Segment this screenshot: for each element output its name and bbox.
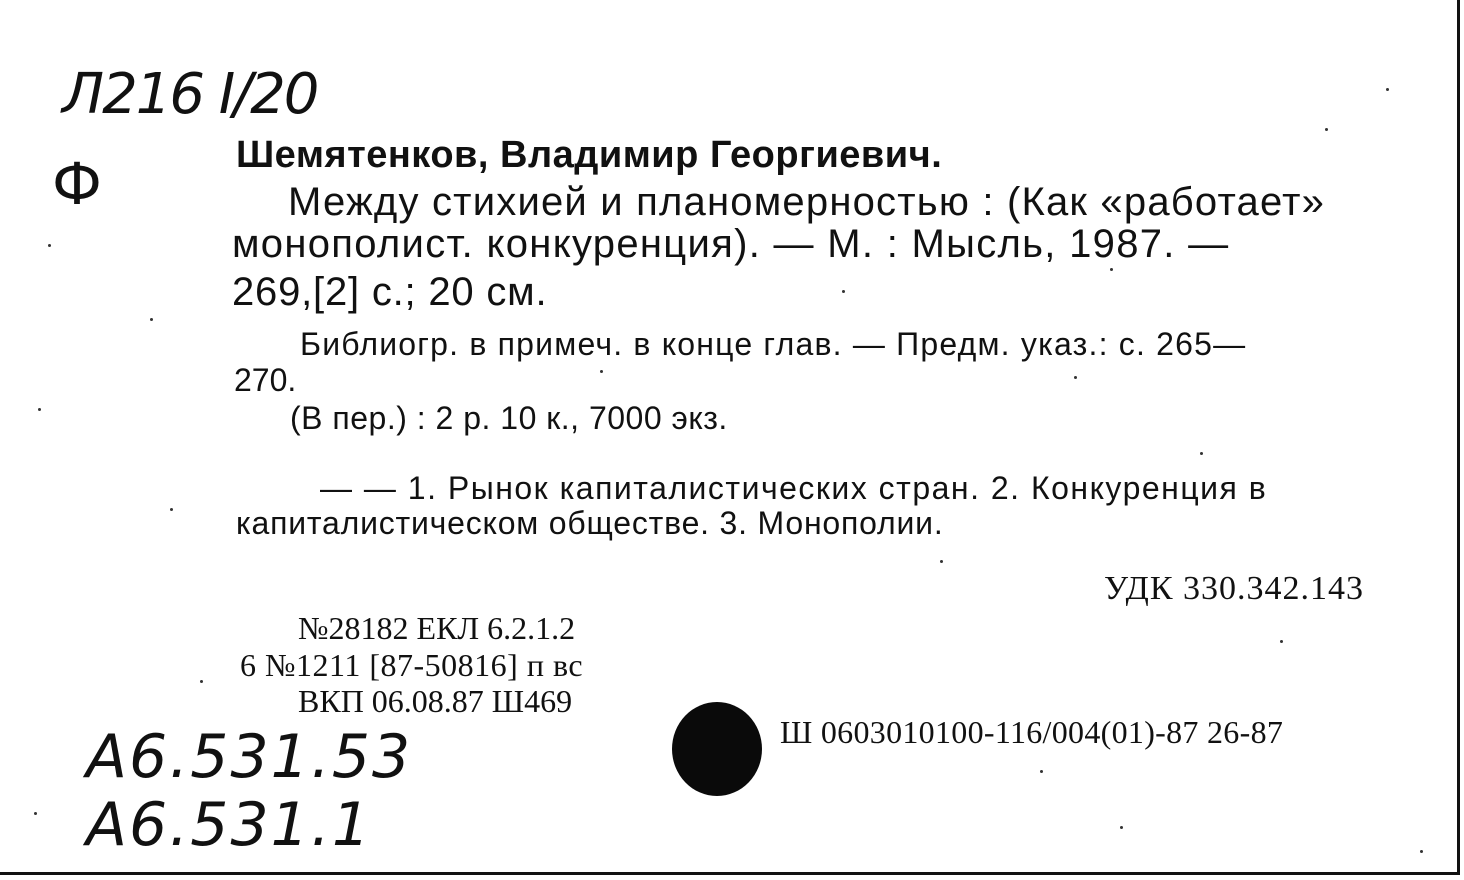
speckle: [1120, 826, 1123, 829]
title-line-2: монополист. конкуренция). — М. : Мысль, 1987. —: [232, 222, 1230, 266]
handwritten-mark: Ф: [52, 150, 102, 218]
handwritten-shelf-mark-1: А6.531.53: [86, 722, 413, 792]
notes-line-1: Библиогр. в примеч. в конце глав. — Предм. указ.: с. 265—: [300, 326, 1247, 362]
title-line-1: Между стихией и планомерностью : (Как «работает»: [288, 180, 1326, 224]
speckle: [1200, 452, 1203, 455]
speckle: [34, 812, 37, 815]
speckle: [1074, 376, 1077, 379]
author-heading: Шемятенков, Владимир Георгиевич.: [236, 134, 943, 176]
catalog-line-3: ВКП 06.08.87 Ш469: [298, 683, 573, 719]
speckle: [842, 290, 845, 293]
subjects-line-1: — — 1. Рынок капиталистических стран. 2. Конкуренция в: [320, 470, 1268, 506]
speckle: [170, 508, 173, 511]
subjects-line-2: капиталистическом обществе. 3. Монополии.: [236, 505, 944, 541]
speckle: [1280, 640, 1283, 643]
speckle: [1420, 850, 1423, 853]
speckle: [940, 560, 943, 563]
punch-hole: [672, 702, 762, 796]
notes-line-2: 270.: [234, 362, 297, 398]
speckle: [48, 244, 51, 247]
handwritten-call-number: Л216 I/20: [62, 62, 318, 127]
speckle: [38, 408, 41, 411]
udc-code: УДК 330.342.143: [1104, 570, 1365, 607]
speckle: [600, 370, 603, 373]
speckle: [1325, 128, 1328, 131]
speckle: [1386, 88, 1389, 91]
speckle: [1110, 268, 1113, 271]
speckle: [200, 680, 203, 683]
index-code-line: Ш 0603010100-116/004(01)-87 26-87: [780, 714, 1284, 750]
speckle: [150, 318, 153, 321]
title-line-3: 269,[2] с.; 20 см.: [232, 270, 548, 314]
catalog-line-1: №28182 ЕКЛ 6.2.1.2: [298, 610, 576, 646]
handwritten-shelf-mark-2: А6.531.1: [86, 790, 373, 860]
notes-line-3: (В пер.) : 2 р. 10 к., 7000 экз.: [290, 400, 728, 436]
speckle: [1040, 770, 1043, 773]
catalog-line-2: 6 №1211 [87-50816] п вс: [240, 647, 584, 683]
